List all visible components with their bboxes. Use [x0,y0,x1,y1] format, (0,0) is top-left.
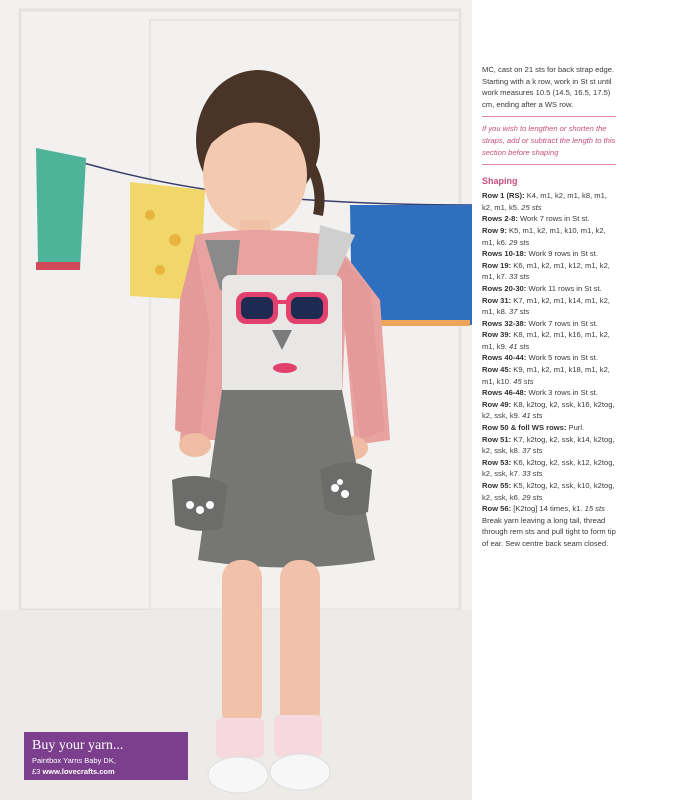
row-label: Rows 46-48: [482,388,527,398]
shaping-row [482,434,616,457]
row-stitch-count: 15 sts [584,504,605,514]
row-stitch-count: 33 sts [522,469,543,479]
shaping-row [482,387,616,399]
row-stitch-count: 33 sts [509,272,530,282]
intro-paragraph-1: MC, cast on 21 sts for back strap edge. [482,65,615,74]
buy-your-yarn-promo [24,732,188,780]
shaping-row [482,225,616,248]
shaping-row [482,329,616,352]
divider-bottom [482,164,616,165]
shaping-row [482,190,616,213]
row-stitch-count: 45 sts [513,376,534,386]
shaping-row [482,248,616,260]
row-instruction: Work 3 rows in St st. [528,388,598,398]
row-label: Row 39: [482,330,512,340]
row-instruction: Work 9 rows in St st. [528,249,598,259]
row-instruction: [K2tog] 14 times, k1. [513,504,583,514]
row-label: Row 19: [482,260,512,270]
row-label: Row 1 (RS): [482,191,525,201]
row-label: Rows 10-18: [482,249,527,259]
closing-instructions: Break yarn leaving a long tail, thread through rem sts and pull tight to form tip of ear. Sew centre back seam closed. [482,515,616,548]
row-label: Row 9: [482,225,507,235]
shaping-row [482,503,616,515]
shaping-rows-list [482,190,616,515]
row-label: Row 31: [482,295,512,305]
row-label: Rows 40-44: [482,353,527,363]
promo-price: £3 [32,767,41,776]
shaping-row [482,260,616,283]
promo-title: Buy your yarn... [32,738,124,753]
row-label: Rows 2-8: [482,214,518,224]
promo-yarn-name: Paintbox Yarns Baby DK, [32,756,116,765]
row-instruction: Purl. [568,423,585,433]
row-label: Row 55: [482,481,512,490]
row-stitch-count: 41 sts [509,341,530,351]
promo-price-line [32,767,180,776]
row-instruction: K4, m1, k2, m1, k8, m1, k2, m1, k5. [482,191,607,212]
row-stitch-count: 37 sts [522,446,543,456]
row-label: Row 45: [482,365,512,375]
row-instruction: K8, k2tog, k2, ssk, k16, k2tog, k2, ssk, k9. [482,399,615,421]
row-instruction: K8, m1, k2, m1, k16, m1, k2, m1, k9. [482,330,610,351]
shaping-row [482,295,616,318]
row-label: Row 50 & foll WS rows: [482,423,567,433]
shaping-row [482,364,616,387]
row-instruction: K7, k2tog, k2, ssk, k14, k2tog, k2, ssk, k8. [482,434,615,456]
row-label: Row 49: [482,399,512,409]
row-label: Row 51: [482,434,512,444]
row-instruction: Work 5 rows in St st. [528,353,598,363]
row-label: Rows 20-30: [482,283,527,293]
row-instruction: Work 11 rows in St st. [528,283,602,293]
row-stitch-count: 29 sts [509,237,530,247]
bunting-flag-green [36,148,86,270]
row-stitch-count: 29 sts [522,492,543,502]
row-instruction: Work 7 rows in St st. [520,214,590,224]
row-stitch-count: 25 sts [521,202,542,212]
row-instruction: K6, m1, k2, m1, k12, m1, k2, m1, k7. [482,260,610,282]
shaping-row [482,422,616,434]
row-instruction: K7, m1, k2, m1, k14, m1, k2, m1, k8. [482,295,610,317]
shaping-row [482,283,616,295]
promo-url[interactable]: www.lovecrafts.com [42,767,115,776]
row-label: Rows 32-38: [482,318,527,328]
pattern-text-column [482,64,616,550]
row-instruction: Work 7 rows in St st. [528,318,598,328]
shaping-row [482,399,616,422]
shaping-row [482,457,616,480]
lengthen-note: If you wish to lengthen or shorten the straps, add or subtract the length to this section before shaping [482,124,616,157]
row-stitch-count: 37 sts [509,307,530,317]
row-instruction: K5, k2tog, k2, ssk, k10, k2tog, k2, ssk, k6. [482,481,615,502]
shaping-row [482,480,616,503]
row-instruction: K9, m1, k2, m1, k18, m1, k2, m1, k10. [482,365,610,386]
row-label: Row 53: [482,457,512,467]
row-instruction: K6, k2tog, k2, ssk, k12, k2tog, k2, ssk, k7. [482,457,615,479]
row-label: Row 56: [482,504,512,514]
divider-top [482,116,616,117]
shaping-row [482,318,616,330]
row-stitch-count: 41 sts [522,411,543,421]
intro-paragraph-2: Starting with a k row, work in St st until work measures 10.5 (14.5, 16.5, 17.5) cm, ending after a WS row. [482,76,612,109]
row-instruction: K5, m1, k2, m1, k10, m1, k2, m1, k6. [482,225,606,247]
shaping-row [482,213,616,225]
section-heading-shaping: Shaping [482,176,518,187]
shaping-row [482,352,616,364]
